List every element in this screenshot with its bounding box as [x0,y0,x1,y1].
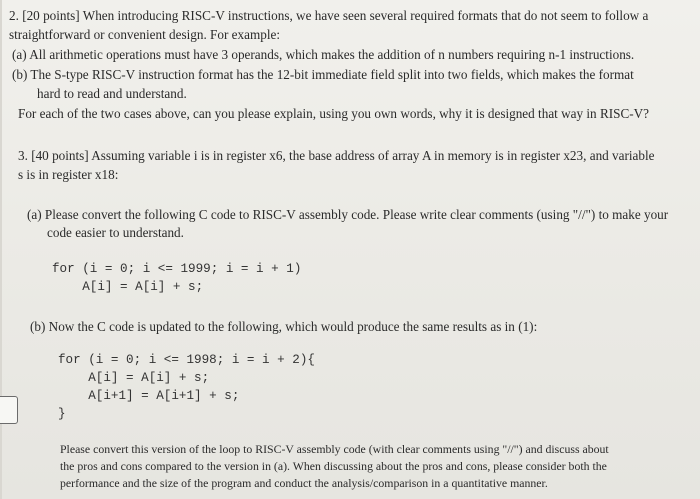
q3-b-text-line1: Please convert this version of the loop to RISC-V assembly code (with clear comments using "//") and discuss about [60,442,609,456]
q2-line1: 2. [20 points] When introducing RISC-V instructions, we have seen several required formats that do not seem to follow a [9,8,649,23]
q3-line2: s is in register x18: [18,167,119,182]
q2-option-b-line2: hard to read and understand. [37,86,187,101]
q3-line1: 3. [40 points] Assuming variable i is in register x6, the base address of array A in memory is in register x23, and variable [18,148,655,163]
q3-b-text-line3: performance and the size of the program and conduct the analysis/comparison in a quantitative manner. [60,476,548,490]
q3-a-line2: code easier to understand. [47,225,184,240]
code-b-line2: A[i] = A[i] + s; [58,371,210,385]
code-b-line1: for (i = 0; i <= 1998; i = i + 2){ [58,353,315,367]
q3-b-intro: (b) Now the C code is updated to the following, which would produce the same results as in (1): [30,319,538,334]
answer-box [0,396,18,424]
code-b-line3: A[i+1] = A[i+1] + s; [58,389,240,403]
q2-option-a: (a) All arithmetic operations must have 3 operands, which makes the addition of n numbers requiring n-1 instructions. [12,47,635,62]
q2-prompt: For each of the two cases above, can you please explain, using you own words, why it is designed that way in RISC-V? [18,106,650,121]
code-b-line4: } [58,407,66,421]
q3-b-text-line2: the pros and cons compared to the version in (a). When discussing about the pros and cons, please consider both the [60,459,607,473]
q2-line2: straightforward or convenient design. For example: [9,27,281,42]
page-edge [0,0,2,499]
q2-option-b-line1: (b) The S-type RISC-V instruction format has the 12-bit immediate field split into two fields, which makes the format [12,67,634,82]
q3-a-line1: (a) Please convert the following C code to RISC-V assembly code. Please write clear comments (using "//") to make your [27,207,669,222]
code-a-line2: A[i] = A[i] + s; [52,280,204,294]
code-a-line1: for (i = 0; i <= 1999; i = i + 1) [52,262,302,276]
